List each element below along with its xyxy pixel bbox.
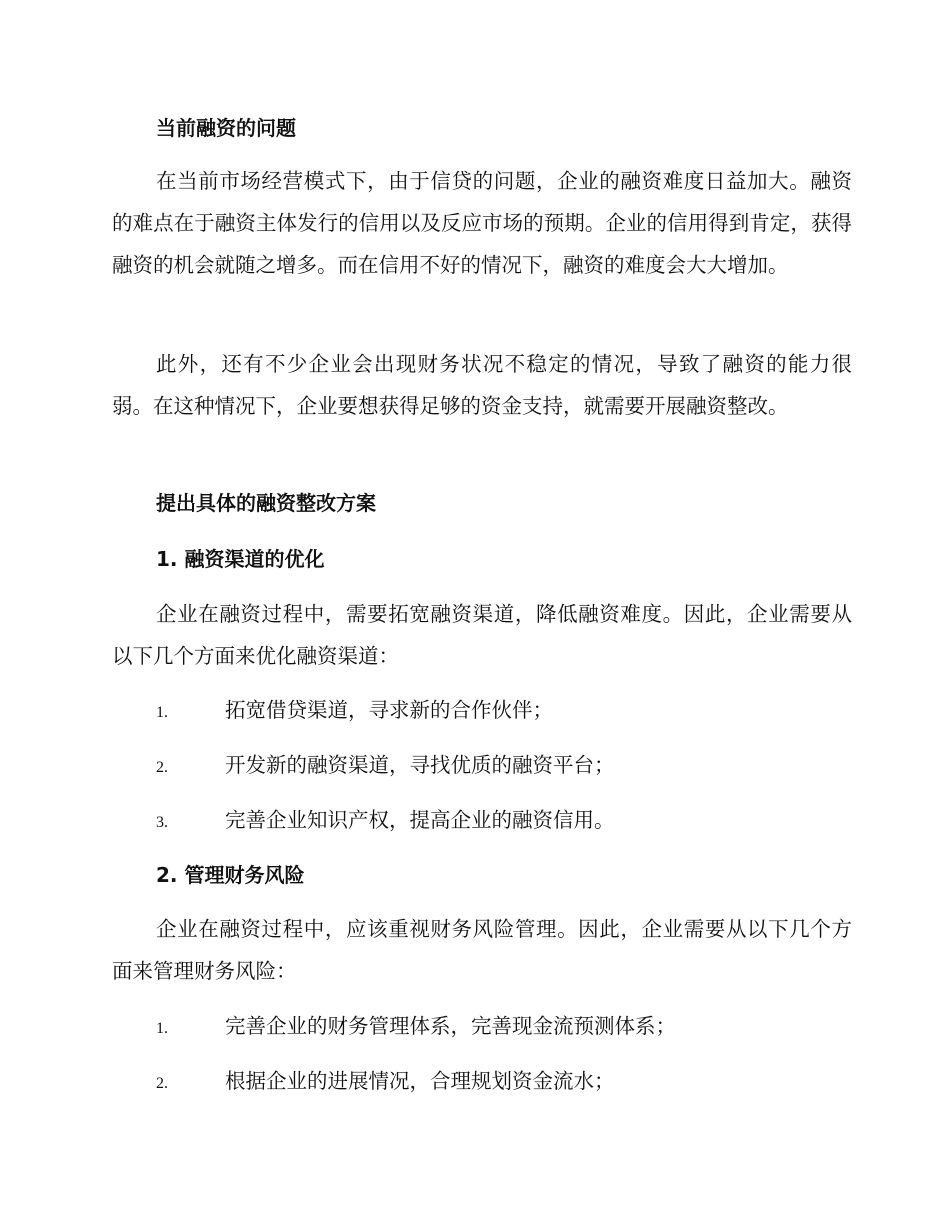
section-heading-rectification-plan: 提出具体的融资整改方案 (156, 491, 376, 515)
list-item-number: 2. (156, 1075, 168, 1092)
paragraph-financial-risk: 企业在融资过程中，应该重视财务风险管理。因此，企业需要从以下几个方面来管理财务风险： (112, 917, 852, 983)
list-item (156, 1067, 615, 1098)
paragraph-financing-difficulty: 在当前市场经营模式下，由于信贷的问题，企业的融资难度日益加大。融资的难点在于融资主体发行的信用以及反应市场的预期。企业的信用得到肯定，获得融资的机会就随之增多。而在信用不好的情况下，融资的难度会大大增加。 (112, 169, 852, 277)
list-item-number: 1. (156, 704, 168, 721)
subheading-financial-risk: 2. 管理财务风险 (156, 863, 305, 887)
subheading-channel-optimization: 1. 融资渠道的优化 (156, 547, 325, 571)
list-item (156, 1012, 676, 1043)
list-item-number: 3. (156, 814, 168, 831)
paragraph-financial-instability: 此外，还有不少企业会出现财务状况不稳定的情况，导致了融资的能力很弱。在这种情况下，企业要想获得足够的资金支持，就需要开展融资整改。 (112, 352, 852, 418)
list-item (156, 696, 553, 727)
list-item-number: 2. (156, 759, 168, 776)
list-item-text: 开发新的融资渠道，寻找优质的融资平台； (225, 753, 615, 777)
list-item-number: 1. (156, 1020, 168, 1037)
paragraph-channel-optimization: 企业在融资过程中，需要拓宽融资渠道，降低融资难度。因此，企业需要从以下几个方面来优化融资渠道： (112, 602, 852, 668)
list-item-text: 根据企业的进展情况，合理规划资金流水； (225, 1069, 615, 1093)
list-item-text: 完善企业的财务管理体系，完善现金流预测体系； (225, 1014, 676, 1038)
section-heading-current-problems: 当前融资的问题 (156, 116, 296, 140)
list-item-text: 完善企业知识产权，提高企业的融资信用。 (225, 808, 615, 832)
list-item (156, 751, 615, 782)
list-item-text: 拓宽借贷渠道，寻求新的合作伙伴； (225, 698, 553, 722)
list-item (156, 806, 615, 837)
